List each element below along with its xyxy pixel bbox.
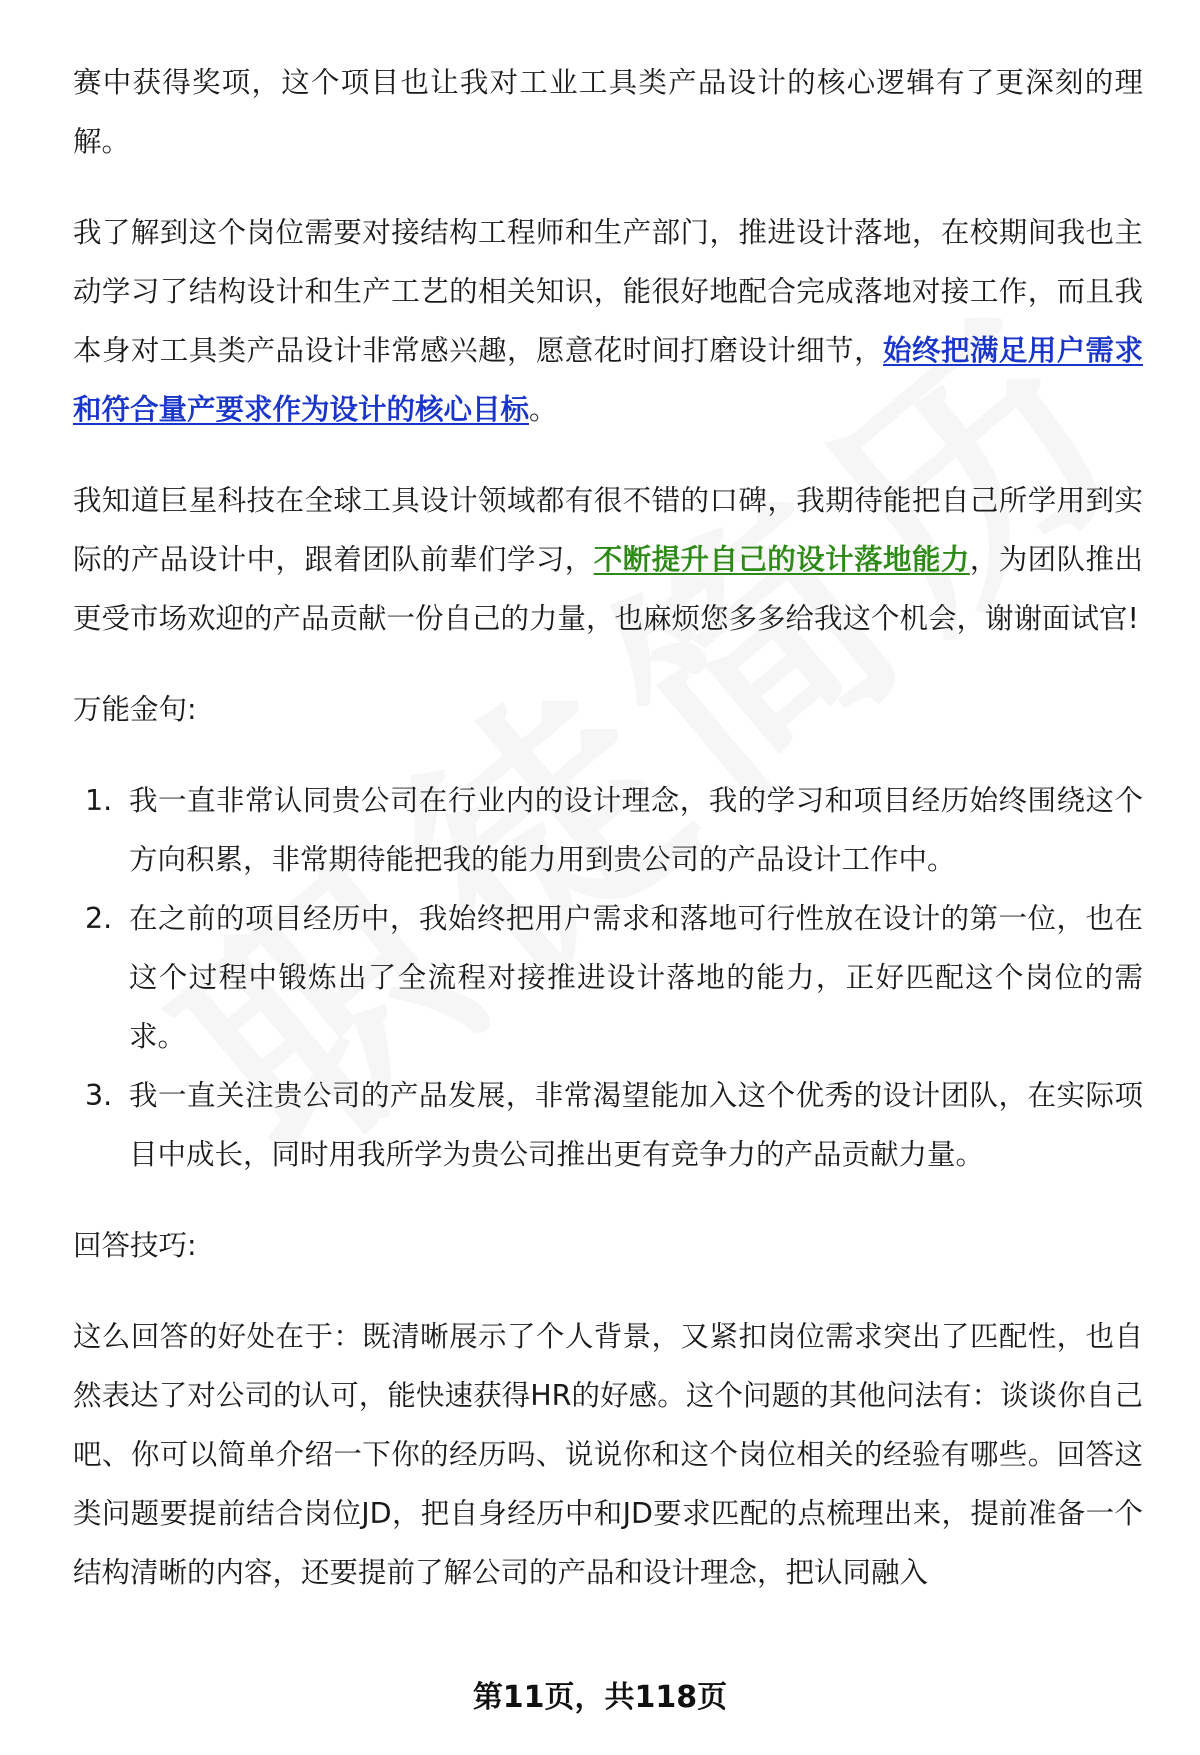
highlight-link-blue[interactable]: 始终把满足用户需求和符合量产要求作为设计的核心目标: [73, 334, 1143, 426]
paragraph-3-end: ，为团队推出更受市场欢迎的产品贡献一份自己的力量，也麻烦您多多给我这个机会，谢谢面试官!: [73, 543, 1143, 635]
paragraph-2-text: 我了解到这个岗位需要对接结构工程师和生产部门，推进设计落地，在校期间我也主动学习了结构设计和生产工艺的相关知识，能很好地配合完成落地对接工作，而且我本身对工具类产品设计非常感兴趣，愿意花时间打磨设计细节，: [73, 216, 1143, 367]
list-item: [73, 889, 1143, 1066]
answer-tips-paragraph: 这么回答的好处在于：既清晰展示了个人背景，又紧扣岗位需求突出了匹配性，也自然表达了对公司的认可，能快速获得HR的好感。这个问题的其他问法有：谈谈你自己吧、你可以简单介绍一下你的经历吗、说说你和这个岗位相关的经验有哪些。回答这类问题要提前结合岗位JD，把自身经历中和JD要求匹配的点梳理出来，提前准备一个结构清晰的内容，还要提前了解公司的产品和设计理念，把认同融入: [73, 1320, 1143, 1589]
paragraph-3-text: 我知道巨星科技在全球工具设计领域都有很不错的口碑，我期待能把自己所学用到实际的产品设计中，跟着团队前辈们学习，: [73, 484, 1143, 576]
paragraph-2-end: 。: [529, 393, 558, 426]
golden-sentences-list: [73, 771, 1143, 1184]
paragraph-3: [73, 471, 1143, 648]
list-item-text: 我一直非常认同贵公司在行业内的设计理念，我的学习和项目经历始终围绕这个方向积累，非常期待能把我的能力用到贵公司的产品设计工作中。: [129, 784, 1143, 876]
list-item: [73, 771, 1143, 889]
list-number: 2.: [85, 902, 113, 935]
answer-tips-label: 回答技巧:: [73, 1229, 197, 1262]
list-number: 1.: [85, 784, 113, 817]
golden-sentences-label: 万能金句:: [73, 693, 197, 726]
list-item: [73, 1066, 1143, 1184]
page-footer: 第11页，共118页: [472, 1680, 728, 1715]
list-item-text: 在之前的项目经历中，我始终把用户需求和落地可行性放在设计的第一位，也在这个过程中锻炼出了全流程对接推进设计落地的能力，正好匹配这个岗位的需求。: [129, 902, 1143, 1053]
list-item-text: 我一直关注贵公司的产品发展，非常渴望能加入这个优秀的设计团队，在实际项目中成长，同时用我所学为贵公司推出更有竞争力的产品贡献力量。: [129, 1079, 1143, 1171]
highlight-link-green[interactable]: 不断提升自己的设计落地能力: [593, 543, 970, 576]
document-body: [73, 53, 1143, 1634]
paragraph-1: 赛中获得奖项，这个项目也让我对工业工具类产品设计的核心逻辑有了更深刻的理解。: [73, 66, 1143, 158]
list-number: 3.: [85, 1079, 113, 1112]
paragraph-2: [73, 203, 1143, 439]
